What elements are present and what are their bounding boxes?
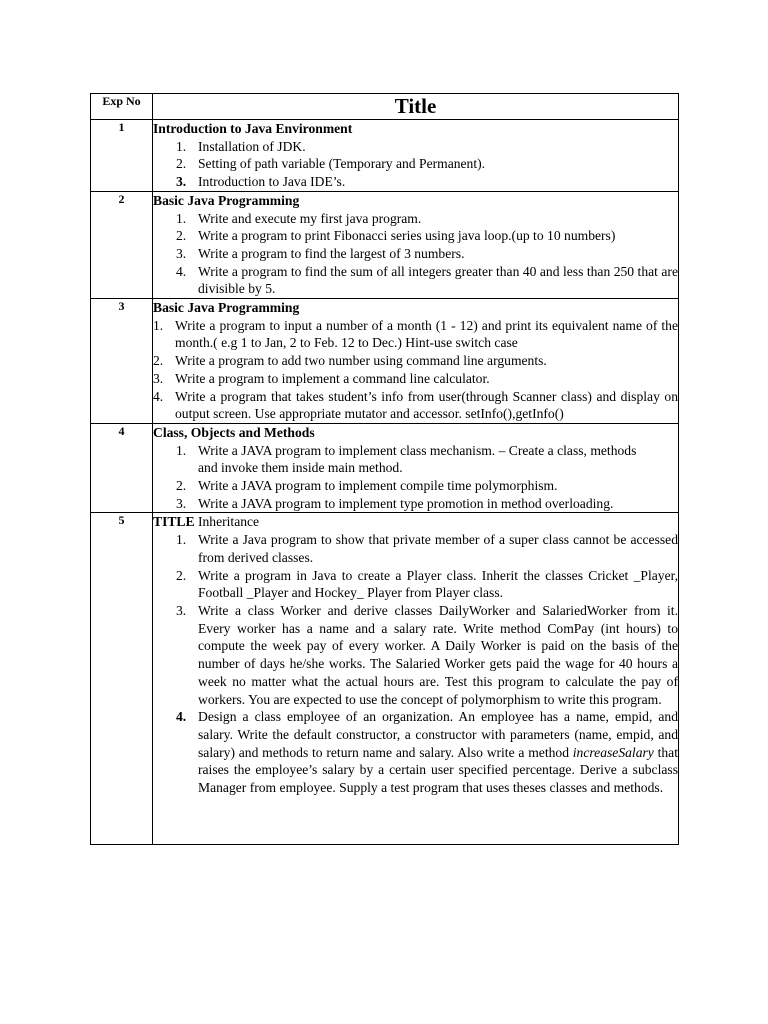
list-item (153, 227, 678, 245)
exp-number: 5 (91, 513, 153, 844)
experiment-row-5 (91, 513, 679, 844)
item-marker: 3. (176, 495, 187, 511)
exp-title: Introduction to Java Environment (153, 121, 353, 136)
item-text: Design a class employee of an organization. An employee has a name, empid, and salary. Write the default constructor, a constructor with parameters (name, empid, and salary) and methods to return name and salary. Also write a method (198, 709, 678, 760)
list-item (153, 495, 648, 513)
exp-content (153, 423, 679, 513)
list-item (153, 245, 678, 263)
item-marker: 1. (176, 532, 187, 548)
list-item (153, 442, 648, 477)
item-text: Write a program to find the sum of all integers greater than 40 and less than 250 that are divisible by 5. (198, 263, 678, 297)
list-item (153, 370, 678, 388)
header-row (91, 94, 679, 120)
item-marker: 4. (153, 388, 164, 404)
item-text: Write a JAVA program to implement class mechanism. – Create a class, methods and invoke them inside main method. (198, 442, 637, 476)
item-text: Write a JAVA program to implement type promotion in method overloading. (198, 495, 614, 511)
item-text: Write and execute my first java program. (198, 210, 422, 226)
item-text: Setting of path variable (Temporary and Permanent). (198, 156, 486, 172)
list-item (153, 531, 678, 566)
item-marker: 2. (176, 156, 187, 172)
exp-number: 4 (91, 423, 153, 513)
list-item (153, 708, 678, 797)
exp-number: 1 (91, 120, 153, 192)
exp-title-label: TITLE (153, 514, 195, 530)
list-item (153, 567, 678, 602)
list-item (153, 352, 678, 370)
experiment-row-1 (91, 120, 679, 192)
blank-space (153, 797, 678, 844)
exp-no-header: Exp No (91, 94, 153, 120)
item-text: Write a program to implement a command line calculator. (175, 370, 490, 386)
item-text-italic: increaseSalary (572, 744, 654, 760)
item-marker: 2. (176, 478, 187, 494)
list-item (153, 602, 678, 708)
item-marker: 3. (153, 370, 164, 386)
list-item (153, 155, 678, 173)
item-marker: 1. (176, 442, 187, 458)
exp-title-text: Inheritance (194, 514, 260, 530)
exp-number: 2 (91, 191, 153, 298)
item-marker: 3. (176, 174, 187, 190)
item-marker: 3. (176, 602, 187, 618)
item-text: Write a program to add two number using command line arguments. (175, 353, 547, 369)
task-list (153, 531, 678, 797)
experiment-row-3 (91, 299, 679, 424)
item-text: Introduction to Java IDE’s. (198, 174, 346, 190)
exp-title: Basic Java Programming (153, 192, 300, 208)
experiments-table (90, 93, 679, 845)
item-marker: 1. (176, 210, 187, 226)
item-marker: 3. (176, 245, 187, 261)
task-list (153, 210, 678, 299)
item-text: Write a JAVA program to implement compile time polymorphism. (198, 478, 558, 494)
item-marker: 4. (176, 263, 187, 279)
item-text: Installation of JDK. (198, 138, 306, 154)
item-marker: 2. (176, 567, 187, 583)
experiment-row-2 (91, 191, 679, 298)
list-item (153, 263, 678, 298)
exp-number: 3 (91, 299, 153, 424)
item-text: Write a class Worker and derive classes DailyWorker and SalariedWorker from it. Every worker has a name and a salary rate. Write method ComPay (int hours) to compute the week pay of every worker. A Daily Worker is paid on the basis of the number of days he/she works. The Salaried Worker gets paid the wage for 40 hours a week no matter what the actual hours are. Test this program to calculate the pay of workers. You are expected to use the concept of polymorphism to write this program. (198, 602, 678, 707)
item-marker: 2. (176, 228, 187, 244)
exp-content (153, 120, 679, 192)
task-list (153, 317, 678, 423)
list-item (153, 138, 678, 156)
item-text: Write a program to print Fibonacci series using java loop.(up to 10 numbers) (198, 228, 616, 244)
task-list (153, 138, 678, 191)
item-text: Write a program that takes student’s info from user(through Scanner class) and display on output screen. Use appropriate mutator and accessor. setInfo(),getInfo() (175, 388, 678, 422)
item-text: that raises the employee’s salary by a certain user specified percentage. Derive a subclass Manager from employee. Supply a test program that uses theses classes and methods. (198, 744, 678, 796)
exp-title (153, 513, 678, 531)
item-marker: 1. (153, 317, 164, 333)
experiment-row-4 (91, 423, 679, 513)
exp-content (153, 191, 679, 298)
item-text: Write a Java program to show that private member of a super class cannot be accessed from derived classes. (198, 532, 678, 565)
exp-title: Basic Java Programming (153, 300, 300, 316)
exp-content (153, 299, 679, 424)
list-item (153, 317, 678, 352)
item-text: Write a program in Java to create a Player class. Inherit the classes Cricket _Player, Football _Player and Hockey_ Player from Player class. (198, 567, 678, 601)
item-text: Write a program to find the largest of 3 numbers. (198, 245, 465, 261)
item-marker: 2. (153, 353, 164, 369)
exp-content (153, 513, 679, 844)
list-item (153, 388, 678, 423)
list-item (153, 210, 678, 228)
exp-title: Class, Objects and Methods (153, 424, 315, 440)
item-text: Write a program to input a number of a month (1 - 12) and print its equivalent name of the month.( e.g 1 to Jan, 2 to Feb. 12 to Dec.) Hint-use switch case (175, 317, 678, 351)
item-marker: 4. (176, 709, 187, 725)
task-list (153, 442, 678, 513)
title-header: Title (153, 94, 679, 120)
list-item (153, 477, 648, 495)
list-item (153, 173, 678, 191)
item-marker: 1. (176, 138, 187, 154)
